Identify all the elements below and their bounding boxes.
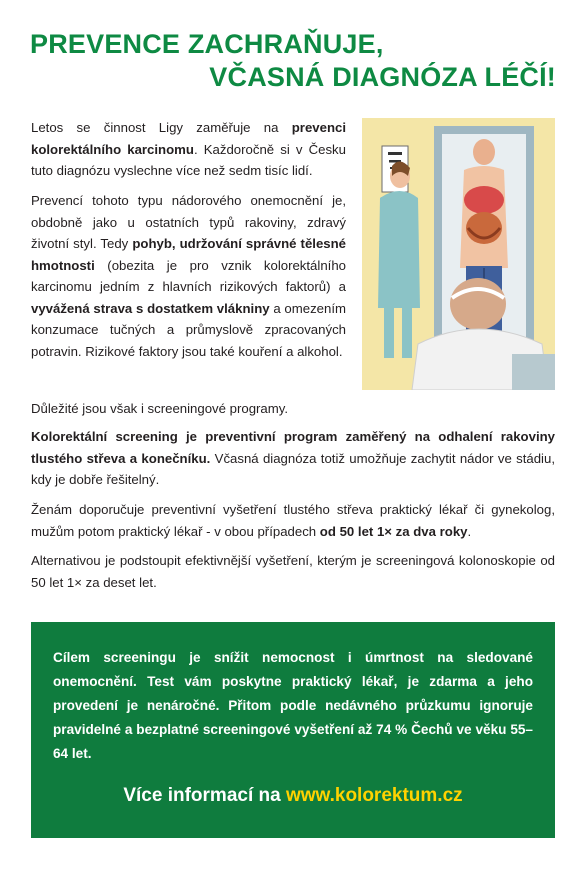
page-title xyxy=(30,28,556,94)
recommendation-paragraph: Ženám doporučuje preventivní vyšetření tlustého střeva praktický lékař či gynekolog, mužům potom praktický lékař - v obou případech od 50 let 1× za dva roky. xyxy=(31,502,555,539)
screening-intro: Důležité jsou však i screeningové programy. xyxy=(31,401,289,416)
website-link[interactable]: www.kolorektum.cz xyxy=(285,785,463,806)
alternative-paragraph: Alternativou je podstoupit efektivnější vyšetření, kterým je screeningová kolonoskopie od 50 let 1× za deset let. xyxy=(31,553,555,590)
illustration-svg xyxy=(362,118,555,390)
title-line-1: PREVENCE ZACHRAŇUJE, xyxy=(30,29,384,59)
prevention-paragraph: Prevencí tohoto typu nádorového onemocnění je, obdobně jako u ostatních typů rakoviny, zdravý životní styl. Tedy pohyb, udržování správné tělesné hmotnosti (obezita je pro vznik kolorektálního karcinomu jedním z hlavních rizikových faktorů) a vyvážená strava s dostatkem vlákniny a omezením konzumace tučných a průmyslově zpracovaných potravin. Rizikové faktory jsou také kouření a alkohol. xyxy=(31,193,346,359)
more-info-line: Více informací na www.kolorektum.cz xyxy=(123,785,463,806)
title-line-2: VČASNÁ DIAGNÓZA LÉČÍ! xyxy=(209,62,556,92)
info-box-text: Cílem screeningu je snížit nemocnost i úmrtnost na sledované onemocnění. Test vám poskytne praktický lékař, je zdarma a jeho provedení je nenáročné. Přitom podle nedávného průzkumu ignoruje pravidelné a bezplatné screeningové vyšetření až 74 % Čechů ve věku 55–64 let. xyxy=(53,650,533,761)
doctor-examination-illustration xyxy=(362,118,555,390)
intro-paragraph: Letos se činnost Ligy zaměřuje na prevenci kolorektálního karcinomu. Každoročně si v Česku tuto diagnózu vyslechne více než sedm tisíc lidí. xyxy=(31,120,346,178)
screening-paragraph: Kolorektální screening je preventivní program zaměřený na odhalení rakoviny tlustého střeva a konečníku. Včasná diagnóza totiž umožňuje zachytit nádor ve stádiu, kdy je dobře řešitelný. xyxy=(31,429,555,487)
info-box xyxy=(31,622,555,838)
